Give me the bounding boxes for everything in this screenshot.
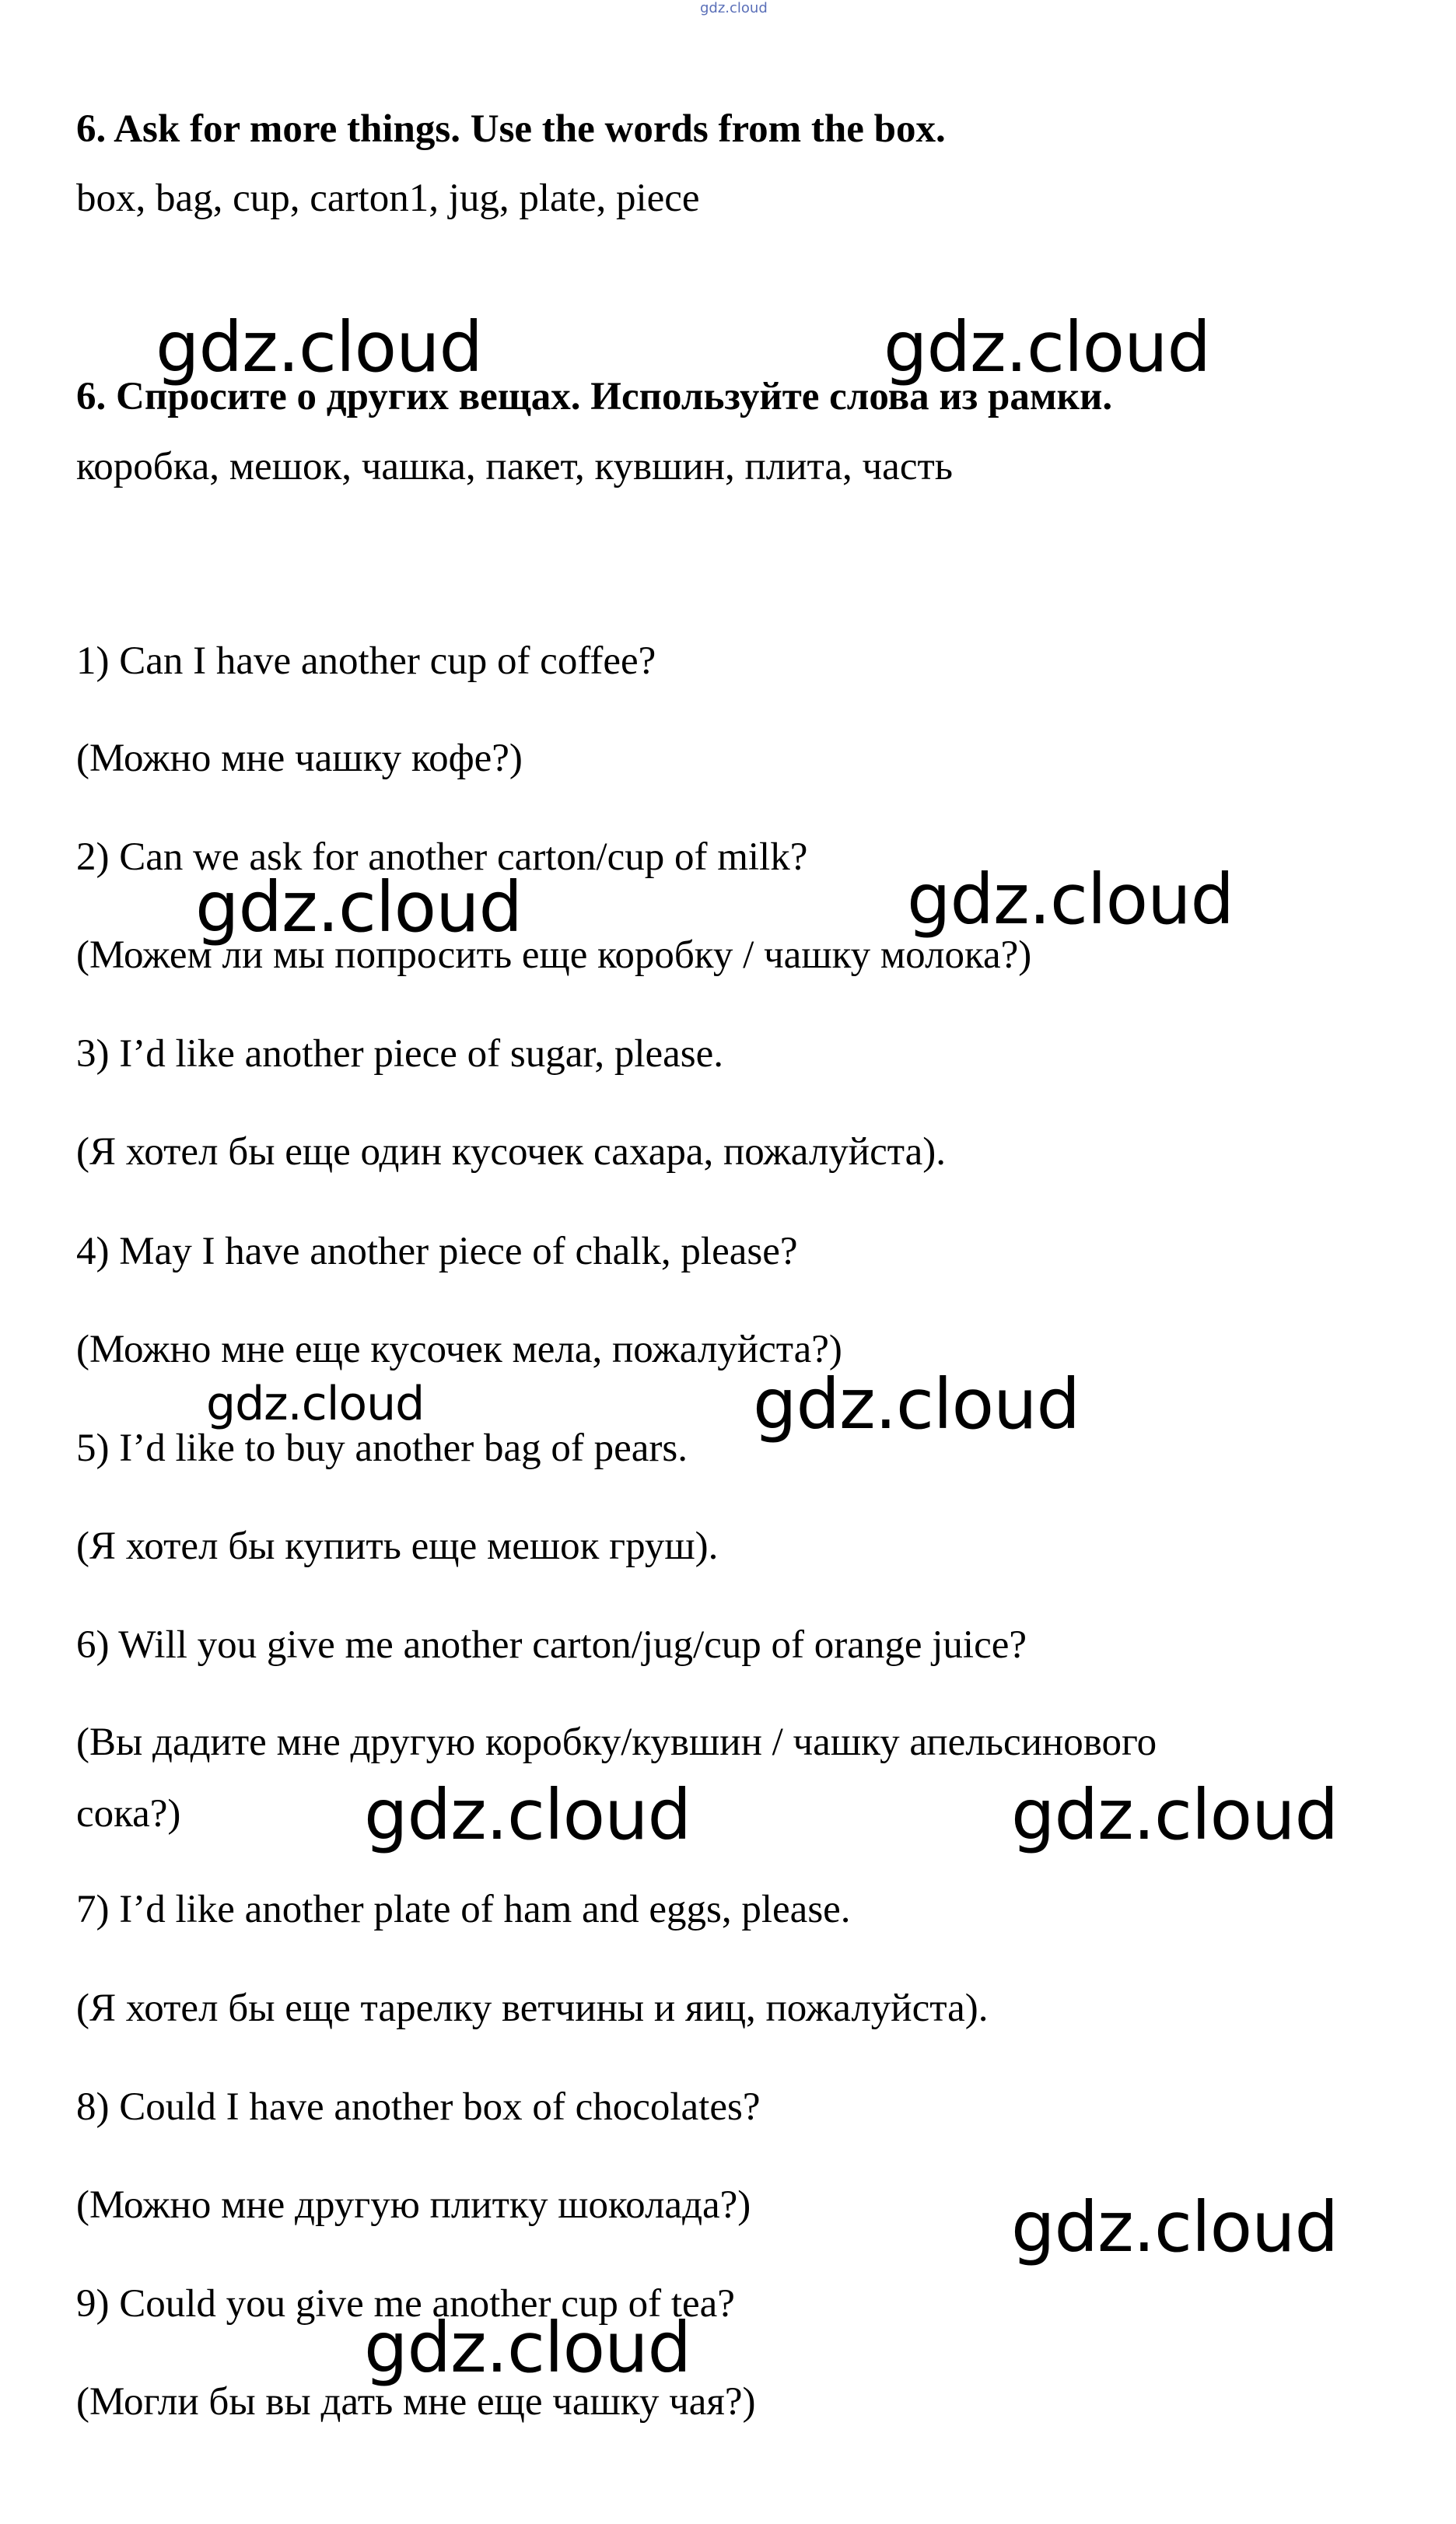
answer-line: (Могли бы вы дать мне еще чашку чая?) [76, 2380, 756, 2424]
watermark: gdz.cloud [907, 859, 1234, 940]
watermark: gdz.cloud [1011, 1774, 1339, 1855]
watermark: gdz.cloud [884, 306, 1211, 387]
watermark: gdz.cloud [1011, 2186, 1339, 2267]
russian-word-box: коробка, мешок, чашка, пакет, кувшин, плита, часть [76, 445, 954, 488]
answer-line: 1) Can I have another cup of coffee? [76, 639, 656, 683]
watermark: gdz.cloud [206, 1377, 425, 1431]
russian-task-heading: 6. Спросите о других вещах. Используйте слова из рамки. [76, 375, 1113, 418]
answer-line: (Я хотел бы еще тарелку ветчины и яиц, пожалуйста). [76, 1987, 989, 2030]
english-word-box: box, bag, cup, carton1, jug, plate, piece [76, 177, 700, 220]
answer-line: (Можно мне чашку кофе?) [76, 737, 523, 780]
answer-line: (Можем ли мы попросить еще коробку / чашку молока?) [76, 933, 1032, 977]
answer-line: (Я хотел бы купить еще мешок груш). [76, 1525, 719, 1568]
watermark: gdz.cloud [753, 1364, 1080, 1444]
answer-line: (Вы дадите мне другую коробку/кувшин / чашку апельсинового [76, 1721, 1157, 1764]
answer-line: 7) I’d like another plate of ham and eggs, please. [76, 1888, 851, 1931]
answer-line: 8) Could I have another box of chocolates? [76, 2085, 761, 2129]
answer-line: 4) May I have another piece of chalk, please? [76, 1230, 798, 1273]
answer-line: 9) Could you give me another cup of tea? [76, 2282, 735, 2326]
answer-line: 5) I’d like to buy another bag of pears. [76, 1427, 688, 1470]
watermark: gdz.cloud [156, 306, 483, 387]
answer-line: (Можно мне еще кусочек мела, пожалуйста?) [76, 1328, 842, 1371]
watermark: gdz.cloud [364, 2307, 691, 2388]
watermark: gdz.cloud [364, 1774, 691, 1855]
answer-line: (Можно мне другую плитку шоколада?) [76, 2183, 751, 2227]
answer-line: 2) Can we ask for another carton/cup of milk? [76, 835, 808, 879]
answer-line: 3) I’d like another piece of sugar, please. [76, 1032, 724, 1076]
watermark: gdz.cloud [195, 866, 523, 947]
answer-line: 6) Will you give me another carton/jug/cup of orange juice? [76, 1623, 1027, 1667]
english-task-heading: 6. Ask for more things. Use the words from the box. [76, 107, 946, 151]
top-watermark: gdz.cloud [700, 0, 768, 16]
answer-line: сока?) [76, 1792, 181, 1836]
answer-line: (Я хотел бы еще один кусочек сахара, пожалуйста). [76, 1130, 947, 1174]
